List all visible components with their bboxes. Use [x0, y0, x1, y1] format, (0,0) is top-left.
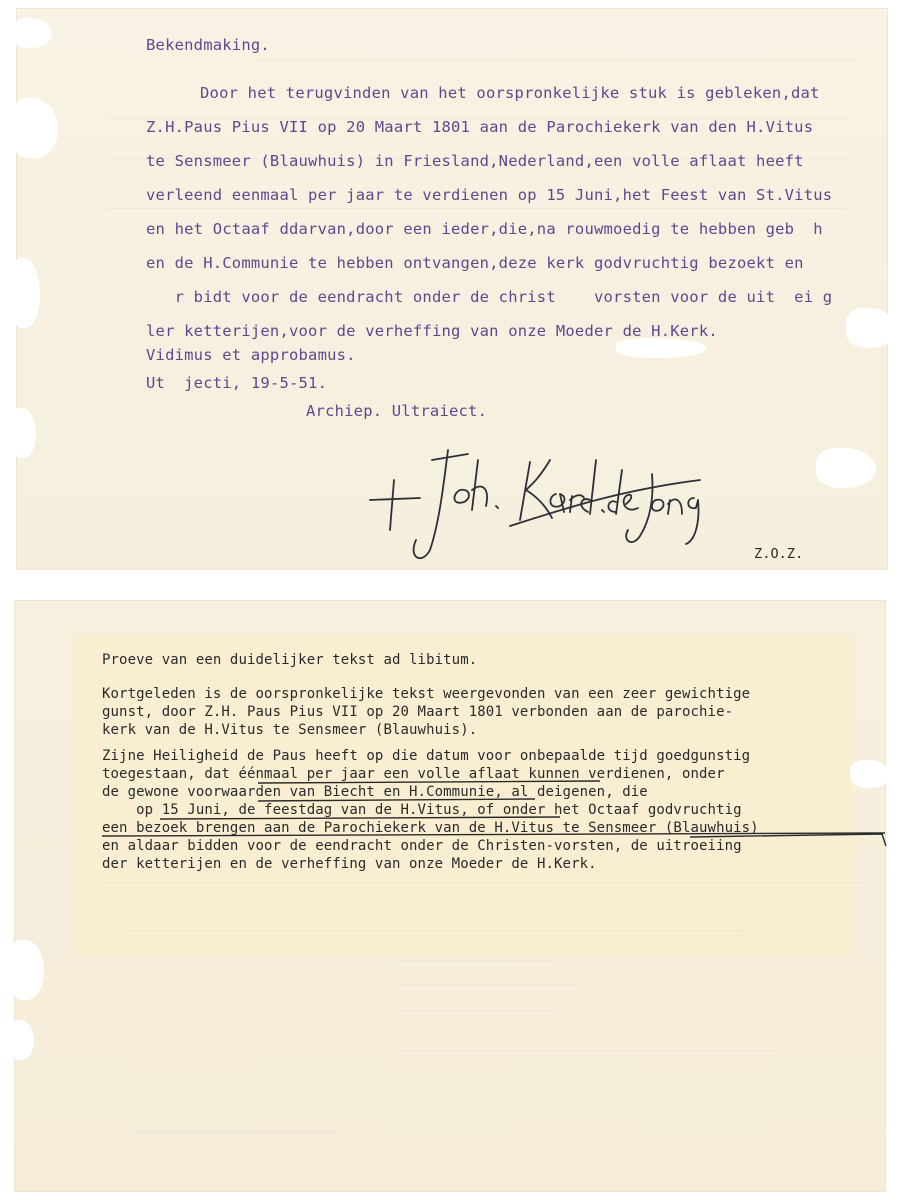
bottom-para2-line: de gewone voorwaarden van Biecht en H.Communie, al deigenen, die: [102, 784, 648, 800]
bottom-para2-line: Zijne Heiligheid de Paus heeft op die datum voor onbepaalde tijd goedgunstig: [102, 748, 751, 764]
bottom-para1-line: Kortgeleden is de oorspronkelijke tekst weergevonden van een zeer gewichtige: [102, 686, 751, 702]
bottom-para2-line: en aldaar bidden voor de eendracht onder de Christen-vorsten, de uitroeiing: [102, 838, 742, 854]
bottom-para2-line: op 15 Juni, de feestdag van de H.Vitus, of onder het Octaaf godvruchtig: [102, 802, 742, 818]
bottom-para1-line: kerk van de H.Vitus te Sensmeer (Blauwhuis).: [102, 722, 478, 738]
zoz-note: Z.O.Z.: [754, 546, 804, 562]
underline-15-juni: [160, 817, 560, 819]
bottom-para2-line: toegestaan, dat éénmaal per jaar een volle aflaat kunnen verdienen, onder: [102, 766, 725, 782]
top-line: ler ketterijen,voor de verheffing van onze Moeder de H.Kerk.: [146, 322, 718, 340]
top-line: Door het terugvinden van het oorspronkelijke stuk is gebleken,dat: [200, 84, 820, 102]
place-date: Ut jecti, 19-5-51.: [146, 374, 328, 392]
top-line: r bidt voor de eendracht onder de christ vorsten voor de uit ei g: [146, 288, 833, 306]
top-line: en de H.Communie te hebben ontvangen,deze kerk godvruchtig bezoekt en: [146, 254, 804, 272]
underline-sensmeer: [690, 834, 886, 846]
underline-eenmaal: [258, 781, 600, 783]
archiep-line: Archiep. Ultraiect.: [306, 402, 488, 420]
top-heading: Bekendmaking.: [146, 36, 270, 54]
bottom-title: Proeve van een duidelijker tekst ad libitum.: [102, 652, 478, 668]
underline-voorwaarden: [258, 799, 535, 801]
bottom-para1-line: gunst, door Z.H. Paus Pius VII op 20 Maart 1801 verbonden aan de parochie-: [102, 704, 734, 720]
top-line: en het Octaaf ddarvan,door een ieder,die,na rouwmoedig te hebben geb h: [146, 220, 823, 238]
bottom-para2-line: een bezoek brengen aan de Parochiekerk van de H.Vitus te Sensmeer (Blauwhuis): [102, 820, 759, 836]
top-line: Z.H.Paus Pius VII op 20 Maart 1801 aan de Parochiekerk van den H.Vitus: [146, 118, 814, 136]
top-line: verleend eenmaal per jaar te verdienen op 15 Juni,het Feest van St.Vitus: [146, 186, 833, 204]
top-line: te Sensmeer (Blauwhuis) in Friesland,Nederland,een volle aflaat heeft: [146, 152, 804, 170]
vidimus-line: Vidimus et approbamus.: [146, 346, 356, 364]
bottom-para2-line: der ketterijen en de verheffing van onze Moeder de H.Kerk.: [102, 856, 597, 872]
